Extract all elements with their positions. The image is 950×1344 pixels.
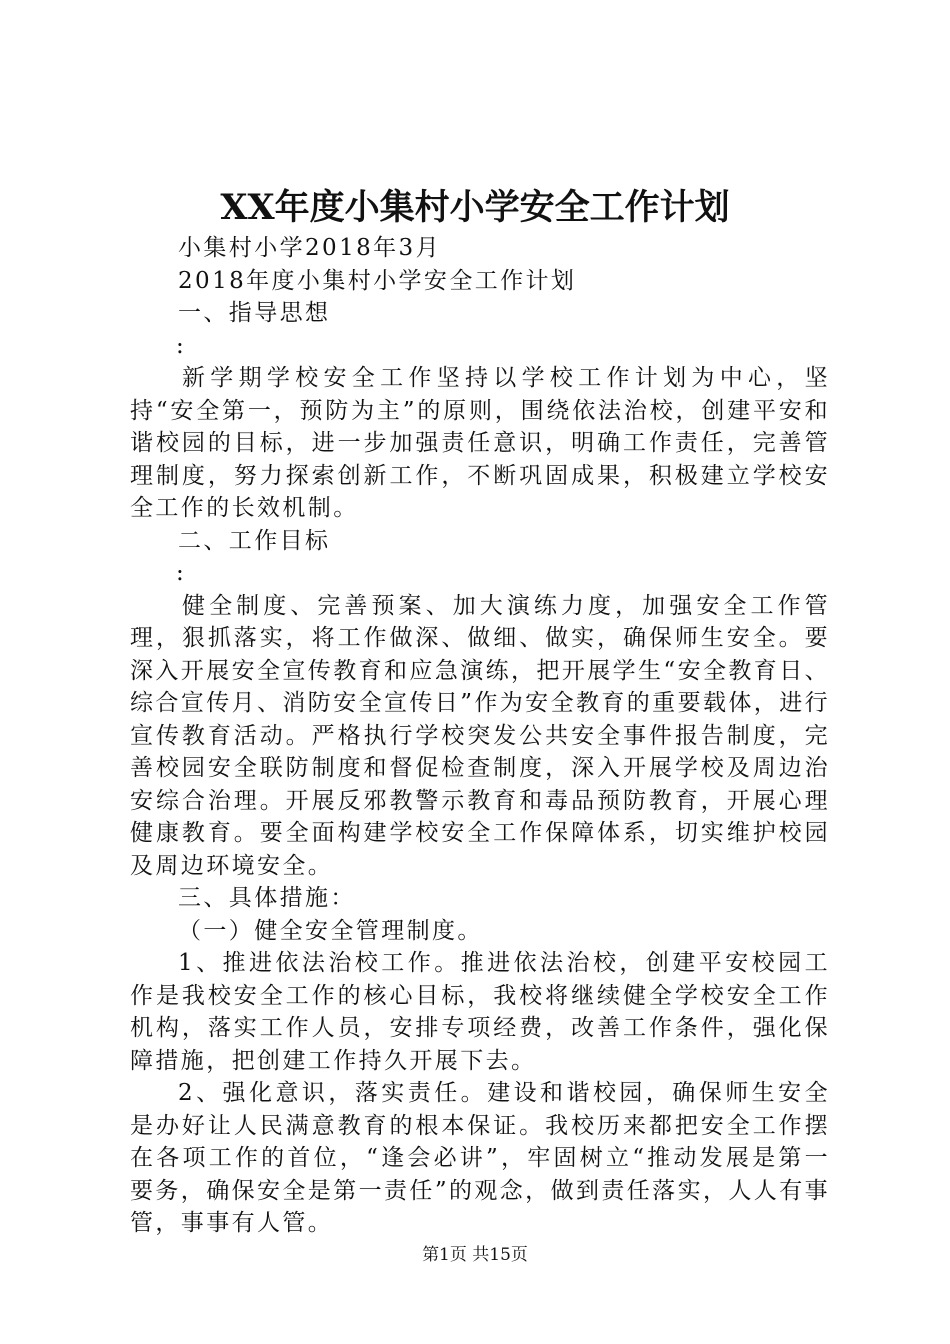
- paragraph-plan-subtitle: 2018年度小集村小学安全工作计划: [178, 267, 577, 294]
- colon-line: :: [176, 332, 187, 359]
- heading-work-goals: 二、工作目标: [178, 527, 331, 554]
- document-body: [130, 232, 830, 1240]
- colon-line: :: [176, 560, 187, 586]
- heading-specific-measures: 三、具体措施：: [178, 885, 356, 911]
- paragraph-guiding-ideology: 新学期学校安全工作坚持以学校工作计划为中心，坚持“安全第一，预防为主”的原则，围绕依法治校，创建平安和谐校园的目标，进一步加强责任意识，明确工作责任，完善管理制度，努力探索创新工作，不断巩固成果，积极建立学校安全工作的长效机制。: [130, 365, 830, 521]
- paragraph-work-goals: 健全制度、完善预案、加大演练力度，加强安全工作管理，狠抓落实，将工作做深、做细、做实，确保师生安全。要深入开展安全宣传教育和应急演练，把开展学生“安全教育日、综合宣传月、消防安全宣传日”作为安全教育的重要载体，进行宣传教育活动。严格执行学校突发公共安全事件报告制度，完善校园安全联防制度和督促检查制度，深入开展学校及周边治安综合治理。开展反邪教警示教育和毒品预防教育，开展心理健康教育。要全面构建学校安全工作保障体系，切实维护校园及周边环境安全。: [130, 592, 830, 879]
- paragraph-measure-2: 2、强化意识，落实责任。建设和谐校园，确保师生安全是办好让人民满意教育的根本保证。我校历来都把安全工作摆在各项工作的首位，“逢会必讲”，牢固树立“推动发展是第一要务，确保安全是第一责任”的观念，做到责任落实，人人有事管，事事有人管。: [130, 1080, 830, 1236]
- document-title: XX年度小集村小学安全工作计划: [220, 187, 730, 228]
- page-footer: 第1页 共15页: [422, 1245, 528, 1265]
- subheading-safety-management: （一）健全安全管理制度。: [178, 917, 483, 944]
- heading-guiding-ideology: 一、指导思想: [178, 300, 331, 326]
- paragraph-measure-1: 1、推进依法治校工作。推进依法治校，创建平安校园工作是我校安全工作的核心目标，我校将继续健全学校安全工作机构，落实工作人员，安排专项经费，改善工作条件，强化保障措施，把创建工作持久开展下去。: [130, 950, 830, 1074]
- paragraph-school-date: 小集村小学2018年3月: [178, 235, 441, 261]
